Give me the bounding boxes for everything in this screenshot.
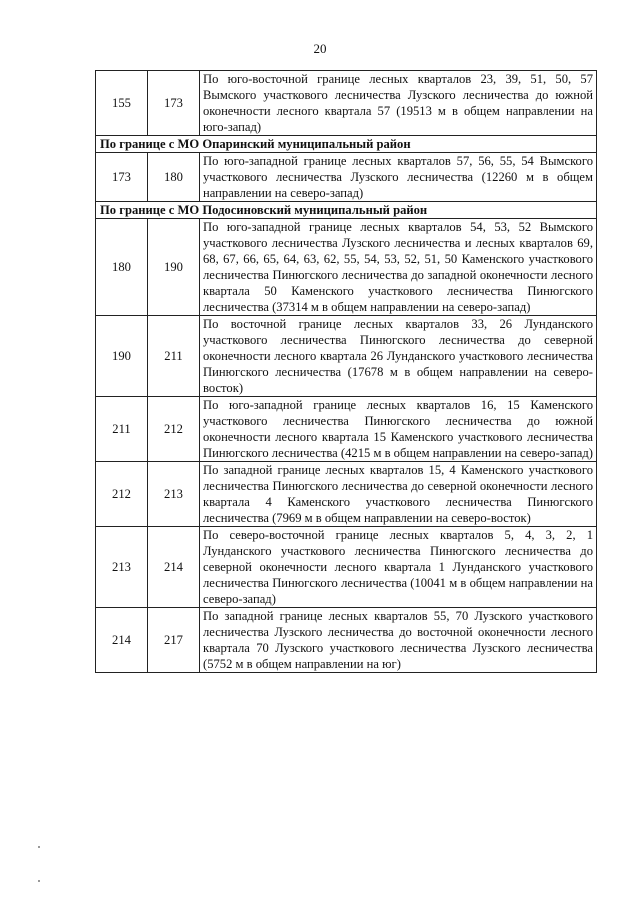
segment-description: По северо-восточной границе лесных кварталов 5, 4, 3, 2, 1 Лунданского участкового лесничества Пинюгского лесничества до северной оконечности лесного квартала 1 Лунданского участкового лесничества Пинюгского лесничества (10041 м в общем направлении на северо-запад)	[200, 527, 597, 608]
point-from: 180	[96, 219, 148, 316]
section-title: По границе с МО Опаринский муниципальный район	[96, 136, 597, 153]
point-from: 190	[96, 316, 148, 397]
point-to: 217	[148, 608, 200, 673]
section-row	[96, 202, 597, 219]
table-row	[96, 71, 597, 136]
segment-description: По юго-западной границе лесных кварталов 16, 15 Каменского участкового лесничества Пинюгского лесничества до южной оконечности лесного квартала 15 Каменского участкового лесничества Пинюгского лесничества (4215 м в общем направлении на северо-запад)	[200, 397, 597, 462]
segment-description: По юго-восточной границе лесных кварталов 23, 39, 51, 50, 57 Вымского участкового лесничества Лузского лесничества до южной оконечности лесного квартала 57 (19513 м в общем направлении на юго-запад)	[200, 71, 597, 136]
boundary-table	[95, 70, 597, 673]
point-to: 212	[148, 397, 200, 462]
point-from: 212	[96, 462, 148, 527]
section-title: По границе с МО Подосиновский муниципальный район	[96, 202, 597, 219]
point-to: 180	[148, 153, 200, 202]
table-row	[96, 153, 597, 202]
scan-speck	[38, 880, 40, 882]
point-from: 155	[96, 71, 148, 136]
section-row	[96, 136, 597, 153]
point-from: 213	[96, 527, 148, 608]
point-from: 173	[96, 153, 148, 202]
table-row	[96, 608, 597, 673]
table-row	[96, 316, 597, 397]
segment-description: По западной границе лесных кварталов 15, 4 Каменского участкового лесничества Пинюгского лесничества до северной оконечности лесного квартала 4 Каменского участкового лесничества Пинюгского лесничества (7969 м в общем направлении на северо-восток)	[200, 462, 597, 527]
point-to: 213	[148, 462, 200, 527]
table-row	[96, 462, 597, 527]
table-row	[96, 397, 597, 462]
point-to: 190	[148, 219, 200, 316]
scan-speck	[38, 846, 40, 848]
point-to: 214	[148, 527, 200, 608]
point-to: 173	[148, 71, 200, 136]
point-from: 214	[96, 608, 148, 673]
segment-description: По западной границе лесных кварталов 55, 70 Лузского участкового лесничества Лузского лесничества до восточной оконечности лесного квартала 70 Лузского участкового лесничества Лузского лесничества (5752 м в общем направлении на юг)	[200, 608, 597, 673]
table-row	[96, 527, 597, 608]
point-from: 211	[96, 397, 148, 462]
point-to: 211	[148, 316, 200, 397]
segment-description: По юго-западной границе лесных кварталов 54, 53, 52 Вымского участкового лесничества Лузского лесничества и лесных кварталов 69, 68, 67, 66, 65, 64, 63, 62, 55, 54, 53, 52, 51, 50 Каменского участкового лесничества Пинюгского лесничества до западной оконечности лесного квартала 50 Каменского участкового лесничества Пинюгского лесничества (37314 м в общем направлении на северо-запад)	[200, 219, 597, 316]
page-number: 20	[313, 41, 327, 56]
table-row	[96, 219, 597, 316]
segment-description: По восточной границе лесных кварталов 33, 26 Лунданского участкового лесничества Пинюгского лесничества до северной оконечности лесного квартала 26 Лунданского участкового лесничества Пинюгского лесничества (17678 м в общем направлении на северо-восток)	[200, 316, 597, 397]
segment-description: По юго-западной границе лесных кварталов 57, 56, 55, 54 Вымского участкового лесничества Лузского лесничества (12260 м в общем направлении на северо-запад)	[200, 153, 597, 202]
